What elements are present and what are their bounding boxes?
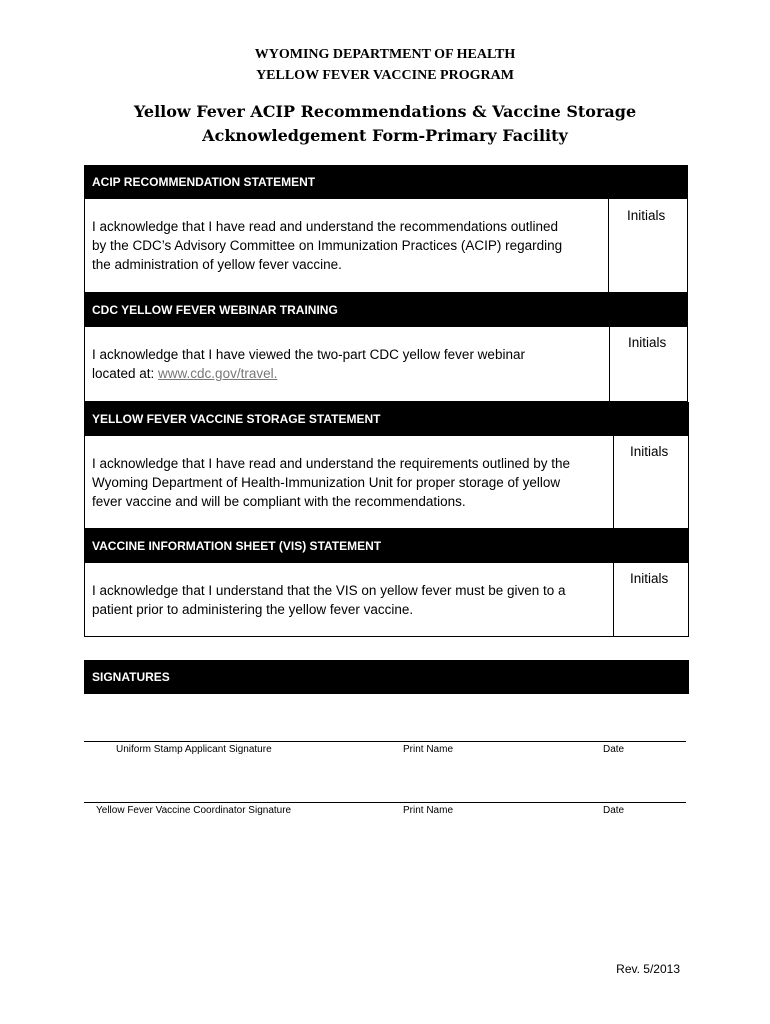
section-heading-vis: VACCINE INFORMATION SHEET (VIS) STATEMENT (84, 529, 689, 563)
acip-initials-field[interactable] (608, 199, 689, 292)
print-name-label: Print Name (403, 744, 454, 755)
date-label: Date (603, 805, 625, 816)
program-name: YELLOW FEVER VACCINE PROGRAM (256, 68, 514, 83)
vis-statement: I acknowledge that I understand that the VIS on yellow fever must be given to a patient prior to administering the yellow fever vaccine. (92, 583, 566, 617)
section-heading-webinar: CDC YELLOW FEVER WEBINAR TRAINING (84, 293, 688, 327)
applicant-signature-label: Uniform Stamp Applicant Signature (116, 744, 272, 755)
vis-initials-field[interactable] (613, 563, 690, 636)
section-acip (84, 199, 688, 293)
signature-line-applicant[interactable] (84, 741, 686, 742)
webinar-statement: I acknowledge that I have viewed the two-part CDC yellow fever webinar located at: www.cdc.gov/travel. (92, 347, 525, 381)
initials-label: Initials (627, 208, 666, 223)
section-heading-storage: YELLOW FEVER VACCINE STORAGE STATEMENT (84, 402, 689, 436)
initials-label: Initials (628, 335, 667, 350)
storage-initials-field[interactable] (613, 436, 690, 528)
date-label: Date (603, 744, 625, 755)
cdc-travel-link[interactable]: www.cdc.gov/travel. (158, 366, 278, 381)
initials-label: Initials (630, 444, 669, 459)
webinar-initials-field[interactable] (609, 327, 689, 401)
form-title-line1: Yellow Fever ACIP Recommendations & Vaccine Storage (133, 102, 637, 121)
form-title-line2: Acknowledgement Form-Primary Facility (202, 126, 568, 145)
acip-statement: I acknowledge that I have read and understand the recommendations outlined by the CDC’s Advisory Committee on Immunization Practices (ACIP) regarding the administration of yellow fever vaccine. (92, 219, 563, 272)
storage-statement: I acknowledge that I have read and understand the requirements outlined by the Wyoming Department of Health-Immunization Unit for proper storage of yellow fever vaccine and will be compliant with the recommendations. (92, 456, 571, 509)
section-heading-acip: ACIP RECOMMENDATION STATEMENT (84, 165, 688, 199)
section-storage (84, 436, 689, 529)
revision-date: Rev. 5/2013 (616, 962, 680, 976)
section-heading-signatures: SIGNATURES (84, 660, 689, 694)
coordinator-signature-label: Yellow Fever Vaccine Coordinator Signature (96, 805, 292, 816)
org-name: WYOMING DEPARTMENT OF HEALTH (254, 47, 516, 62)
section-webinar (84, 327, 688, 402)
signature-line-coordinator[interactable] (84, 802, 686, 803)
section-vis (84, 563, 689, 637)
initials-label: Initials (630, 571, 669, 586)
print-name-label: Print Name (403, 805, 454, 816)
